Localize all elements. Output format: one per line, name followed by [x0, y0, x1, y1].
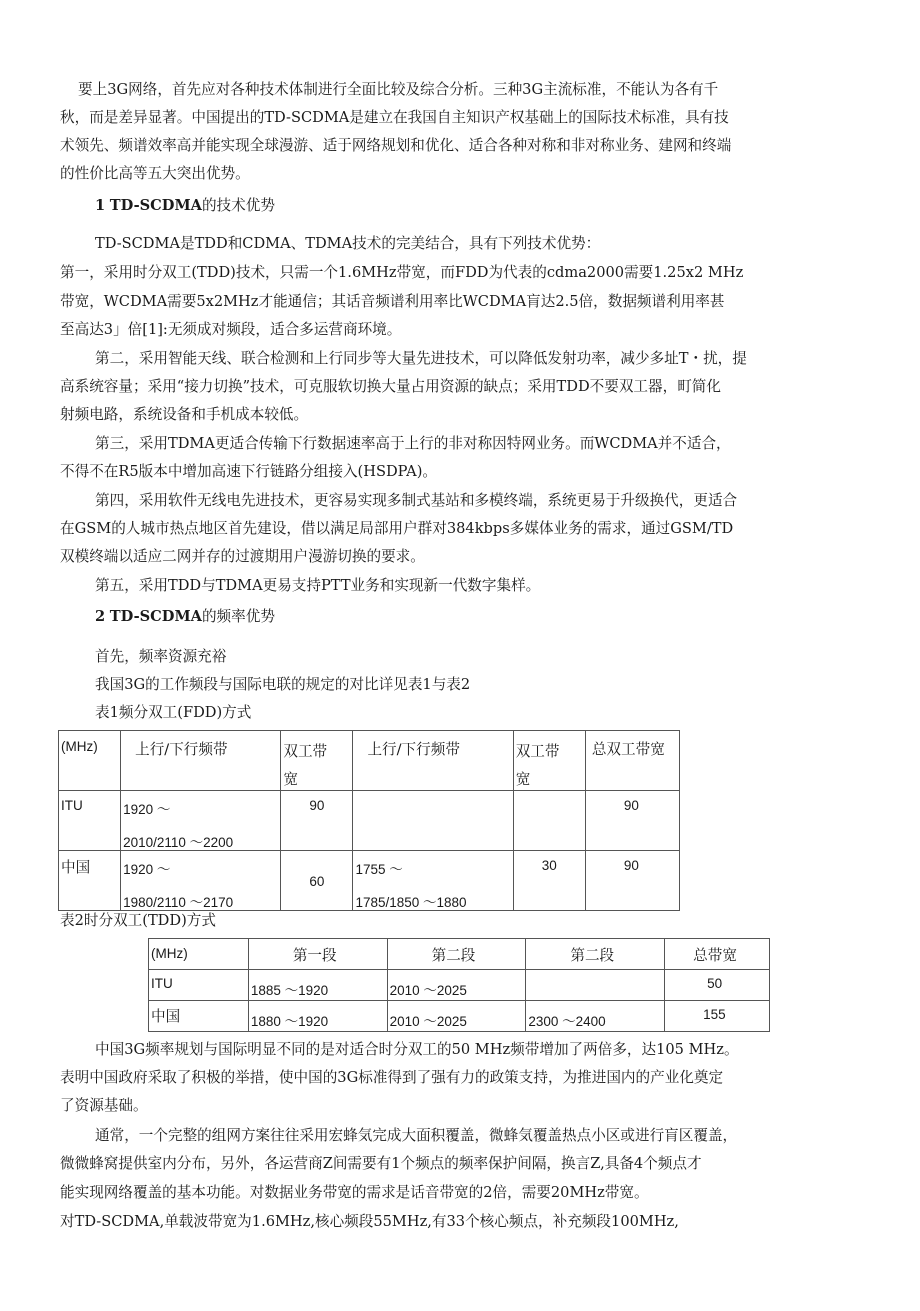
- first-line-3: 至高达3」倍[1]:无须成对频段，适合多运营商环境。: [60, 321, 402, 338]
- table-fdd-dup2: 30: [541, 858, 557, 873]
- table-row: [59, 851, 680, 911]
- heading-1-rest: 的技术优势: [201, 197, 275, 214]
- third-line-2: 不得不在R5版本中增加高速下行链路分组接入(HSDPA)。: [60, 463, 437, 480]
- table-fdd-h-dup1-b: 宽: [283, 771, 298, 788]
- network-line-4: 对TD-SCDMA,单载波带宽为1.6MHz,核心频段55MHz,有33个核心频点，补充频段100MHz,: [60, 1213, 679, 1230]
- intro-line-4: 的性价比高等五大突出优势。: [60, 165, 250, 182]
- heading-2-rest: 的频率优势: [201, 608, 275, 625]
- table-tdd-s2: 2010 ～2025: [389, 1014, 467, 1029]
- fourth-line-3: 双模终端以适应二网并存的过渡期用户漫游切换的要求。: [60, 548, 425, 565]
- table-fdd-band2-a: 1755 ～: [355, 862, 403, 877]
- third-line-1: 第三，采用TDMA更适合传输下行数据速率高于上行的非对称因特网业务。而WCDMA并不适合，: [95, 435, 731, 452]
- table-tdd-s1: 1885 ～1920: [250, 983, 329, 998]
- table-fdd-h-dup2-b: 宽: [515, 771, 531, 788]
- table-tdd-h-total: 总带宽: [693, 947, 737, 964]
- table-fdd-row-name: 中国: [61, 859, 91, 876]
- table-tdd-h-unit: (MHz): [151, 946, 188, 961]
- intro-line-3: 术领先、频谱效率高并能实现全球漫游、适于网络规划和优化、适合各种对称和非对称业务、建网和终端: [60, 137, 732, 154]
- table-row: [149, 970, 770, 1001]
- first-line-2: 带宽，WCDMA需要5x2MHz才能通信；其话音频谱利用率比WCDMA肓达2.5倍，数据频谱利用率甚: [60, 293, 725, 310]
- table2-caption: 表2时分双工(TDD)方式: [60, 912, 216, 929]
- table-fdd-band2-b: 1785/1850 ～1880: [355, 895, 467, 910]
- intro-line-1: 要上3G网络，首先应对各种技术体制进行全面比较及综合分析。三种3G主流标准，不能认为各有千: [78, 81, 719, 98]
- table-fdd-header-row: [59, 731, 680, 791]
- second-line-2: 高系统容量；采用“接力切换”技术，可克服软切换大量占用资源的缺点；采用TDD不要双工器，町简化: [60, 378, 721, 395]
- table-fdd-total: 90: [623, 858, 639, 873]
- after-tables-line-1: 中国3G频率规划与国际明显不同的是对适合时分双工的50 MHz频带增加了两倍多，达105 MHz。: [95, 1041, 739, 1058]
- table-tdd-s1: 1880 ～1920: [250, 1014, 329, 1029]
- table-fdd-band1-a: 1920 ～: [123, 802, 171, 817]
- after-tables-line-2: 表明中国政府采取了积极的举措，使中国的3G标准得到了强有力的政策支持，为推进国内的产业化奠定: [60, 1069, 724, 1086]
- heading-2-bold: TD-SCDMA: [109, 608, 202, 625]
- network-line-1: 通常，一个完整的组网方案往往采用宏蜂気完成大面积覆盖，微蜂気覆盖热点小区或进行肓区覆盖，: [95, 1127, 738, 1144]
- table-fdd-dup1: 60: [309, 874, 325, 889]
- network-line-3: 能实现网络覆盖的基本功能。对数据业务带宽的需求是话音带宽的2倍，需要20MHz带宽。: [60, 1184, 649, 1201]
- table-tdd-s2: 2010 ～2025: [389, 983, 467, 998]
- table-fdd-h-band2: 上行/下行频带: [367, 741, 460, 758]
- table-fdd-band1-b: 1980/2110 ～2170: [123, 895, 234, 910]
- tech-intro: TD-SCDMA是TDD和CDMA、TDMA技术的完美结合，具有下列技术优势：: [95, 235, 601, 252]
- table-tdd-s3: 2300 ～2400: [528, 1014, 606, 1029]
- table-fdd-h-total: 总双工带宽: [591, 741, 665, 758]
- fifth-line: 第五，采用TDD与TDMA更易支持PTT业务和实现新一代数字集样。: [95, 577, 541, 594]
- table-fdd-band1-b: 2010/2110 ～2200: [123, 835, 234, 850]
- fourth-line-1: 第四，采用软件无线电先进技术，更容易实现多制式基站和多模终端，系统更易于升级换代，更适合: [95, 492, 738, 509]
- heading-1-number: 1: [95, 197, 106, 214]
- table-fdd: [58, 730, 680, 911]
- table-tdd-total: 50: [707, 976, 723, 991]
- after-tables-line-3: 了资源基础。: [60, 1097, 148, 1114]
- table-tdd-row-name: 中国: [151, 1008, 181, 1025]
- fourth-line-2: 在GSM的人城市热点地区首先建设，借以满足局部用户群对384kbps多媒体业务的需求，通过GSM/TD: [60, 520, 734, 537]
- table-fdd-row-name: ITU: [61, 798, 83, 813]
- table-fdd-h-unit: (MHz): [61, 739, 98, 754]
- intro-line-2: 秋，而是差异显著。中国提出的TD-SCDMA是建立在我国自主知识产权基础上的国际技术标准，具有技: [60, 109, 729, 126]
- first-line-1: 第一，采用时分双工(TDD)技术，只需一个1.6MHz带宽，而FDD为代表的cdma2000需要1.25x2 MHz: [60, 264, 744, 281]
- freq-line-2: 我国3G的工作频段与国际电联的规定的对比详见表1与表2: [95, 676, 471, 693]
- table-tdd-total: 155: [703, 1007, 726, 1022]
- table-row: [149, 1001, 770, 1032]
- second-line-3: 射频电路，系统设备和手机成本较低。: [60, 406, 309, 423]
- table-fdd-dup1: 90: [309, 798, 325, 813]
- table-tdd-h-s2: 第二段: [431, 947, 476, 964]
- section-heading-1: [95, 196, 275, 216]
- section-heading-2: [95, 607, 275, 627]
- network-line-2: 微微蜂窝提供室内分布，另外，各运营商Z间需要有1个频点的频率保护间隔，换言Z,具备4个频点才: [60, 1155, 702, 1172]
- heading-1-bold: TD-SCDMA: [109, 197, 202, 214]
- freq-line-1: 首先，频率资源充裕: [95, 648, 227, 665]
- table-fdd-band1-a: 1920 ～: [123, 862, 171, 877]
- heading-2-number: 2: [95, 608, 106, 625]
- table-tdd-h-s3: 第二段: [570, 947, 615, 964]
- table-fdd-h-dup2-a: 双工带: [515, 743, 560, 760]
- table-tdd: [148, 938, 770, 1032]
- table-row: [59, 791, 680, 851]
- table-tdd-h-s1: 第一段: [292, 947, 337, 964]
- table-tdd-header-row: [149, 939, 770, 970]
- second-line-1: 第二，采用智能天线、联合检测和上行同步等大量先进技术，可以降低发射功率，减少多址T・扰，提: [95, 350, 747, 367]
- table-fdd-total: 90: [623, 798, 639, 813]
- table-fdd-h-dup1-a: 双工带: [283, 743, 328, 760]
- table1-caption: 表1频分双工(FDD)方式: [95, 704, 252, 721]
- table-fdd-h-band1: 上行/下行频带: [135, 741, 228, 758]
- table-tdd-row-name: ITU: [151, 976, 173, 991]
